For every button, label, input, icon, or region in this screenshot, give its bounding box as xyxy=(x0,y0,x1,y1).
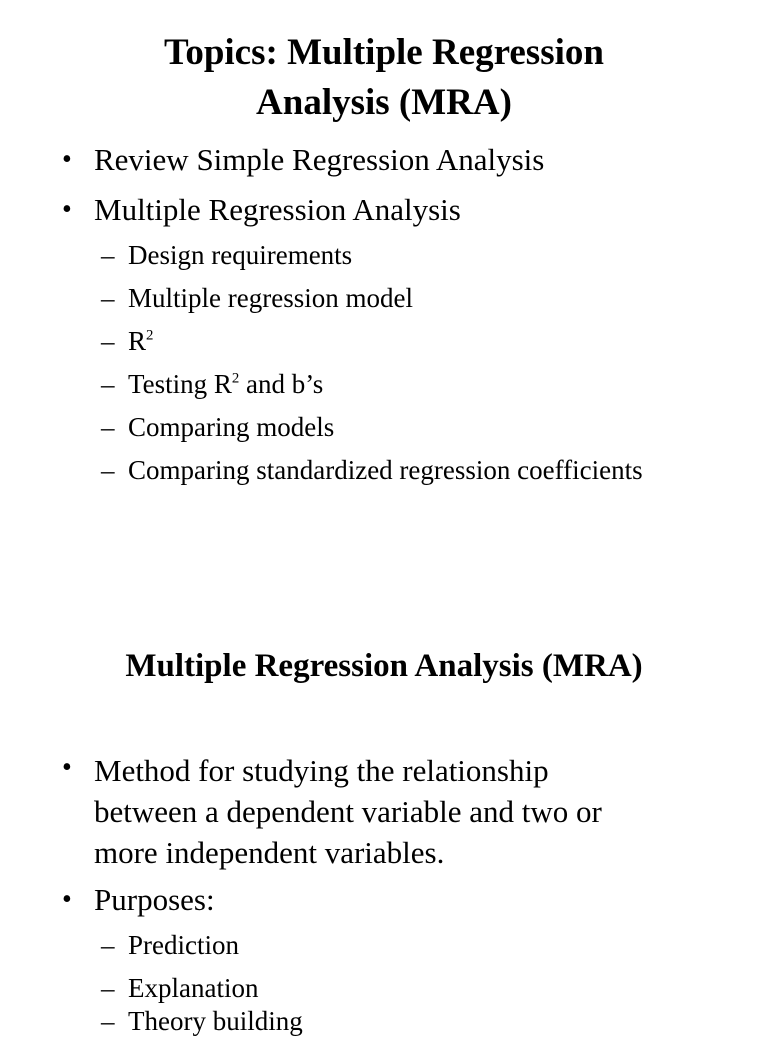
dash-icon: – xyxy=(101,1006,115,1036)
bullet-icon: • xyxy=(62,194,72,225)
testing-suffix: and b’s xyxy=(239,369,324,399)
bullet-text-line: between a dependent variable and two or xyxy=(94,794,602,829)
title-line-1: Topics: Multiple Regression xyxy=(164,32,604,73)
superscript-2: 2 xyxy=(146,327,154,344)
bullet-icon: • xyxy=(62,884,72,915)
dash-icon: – xyxy=(101,283,115,313)
superscript-2: 2 xyxy=(231,370,240,387)
sub-item-text: Comparing standardized regression coefficients xyxy=(128,455,643,485)
testing-r-text: Testing R xyxy=(128,369,232,399)
bullet-text-line: Method for studying the relationship xyxy=(94,753,549,788)
sub-item-text: Explanation xyxy=(128,973,259,1003)
dash-icon: – xyxy=(101,973,115,1003)
bullet-text: Purposes: xyxy=(94,882,215,917)
bullet-icon: • xyxy=(62,752,72,783)
sub-item-text: Multiple regression model xyxy=(128,283,413,313)
sub-item-text xyxy=(128,326,153,357)
dash-icon: – xyxy=(101,930,115,960)
sub-item-text: Prediction xyxy=(128,930,239,960)
dash-icon: – xyxy=(101,326,115,356)
sub-item-text: Theory building xyxy=(128,1006,303,1036)
bullet-icon: • xyxy=(62,144,72,175)
bullet-text xyxy=(94,750,734,873)
slide-title xyxy=(0,28,768,128)
title-line-2: Analysis (MRA) xyxy=(256,82,512,123)
bullet-text-line: more independent variables. xyxy=(94,835,445,870)
sub-item-text: Design requirements xyxy=(128,240,353,270)
dash-icon: – xyxy=(101,369,115,399)
bullet-text: Review Simple Regression Analysis xyxy=(94,142,545,177)
dash-icon: – xyxy=(101,240,115,270)
dash-icon: – xyxy=(101,412,115,442)
slide-title: Multiple Regression Analysis (MRA) xyxy=(125,648,643,684)
dash-icon: – xyxy=(101,455,115,485)
sub-item-text xyxy=(128,369,323,400)
sub-item-text: Comparing models xyxy=(128,412,335,442)
bullet-text: Multiple Regression Analysis xyxy=(94,192,461,227)
r-letter: R xyxy=(128,326,147,356)
